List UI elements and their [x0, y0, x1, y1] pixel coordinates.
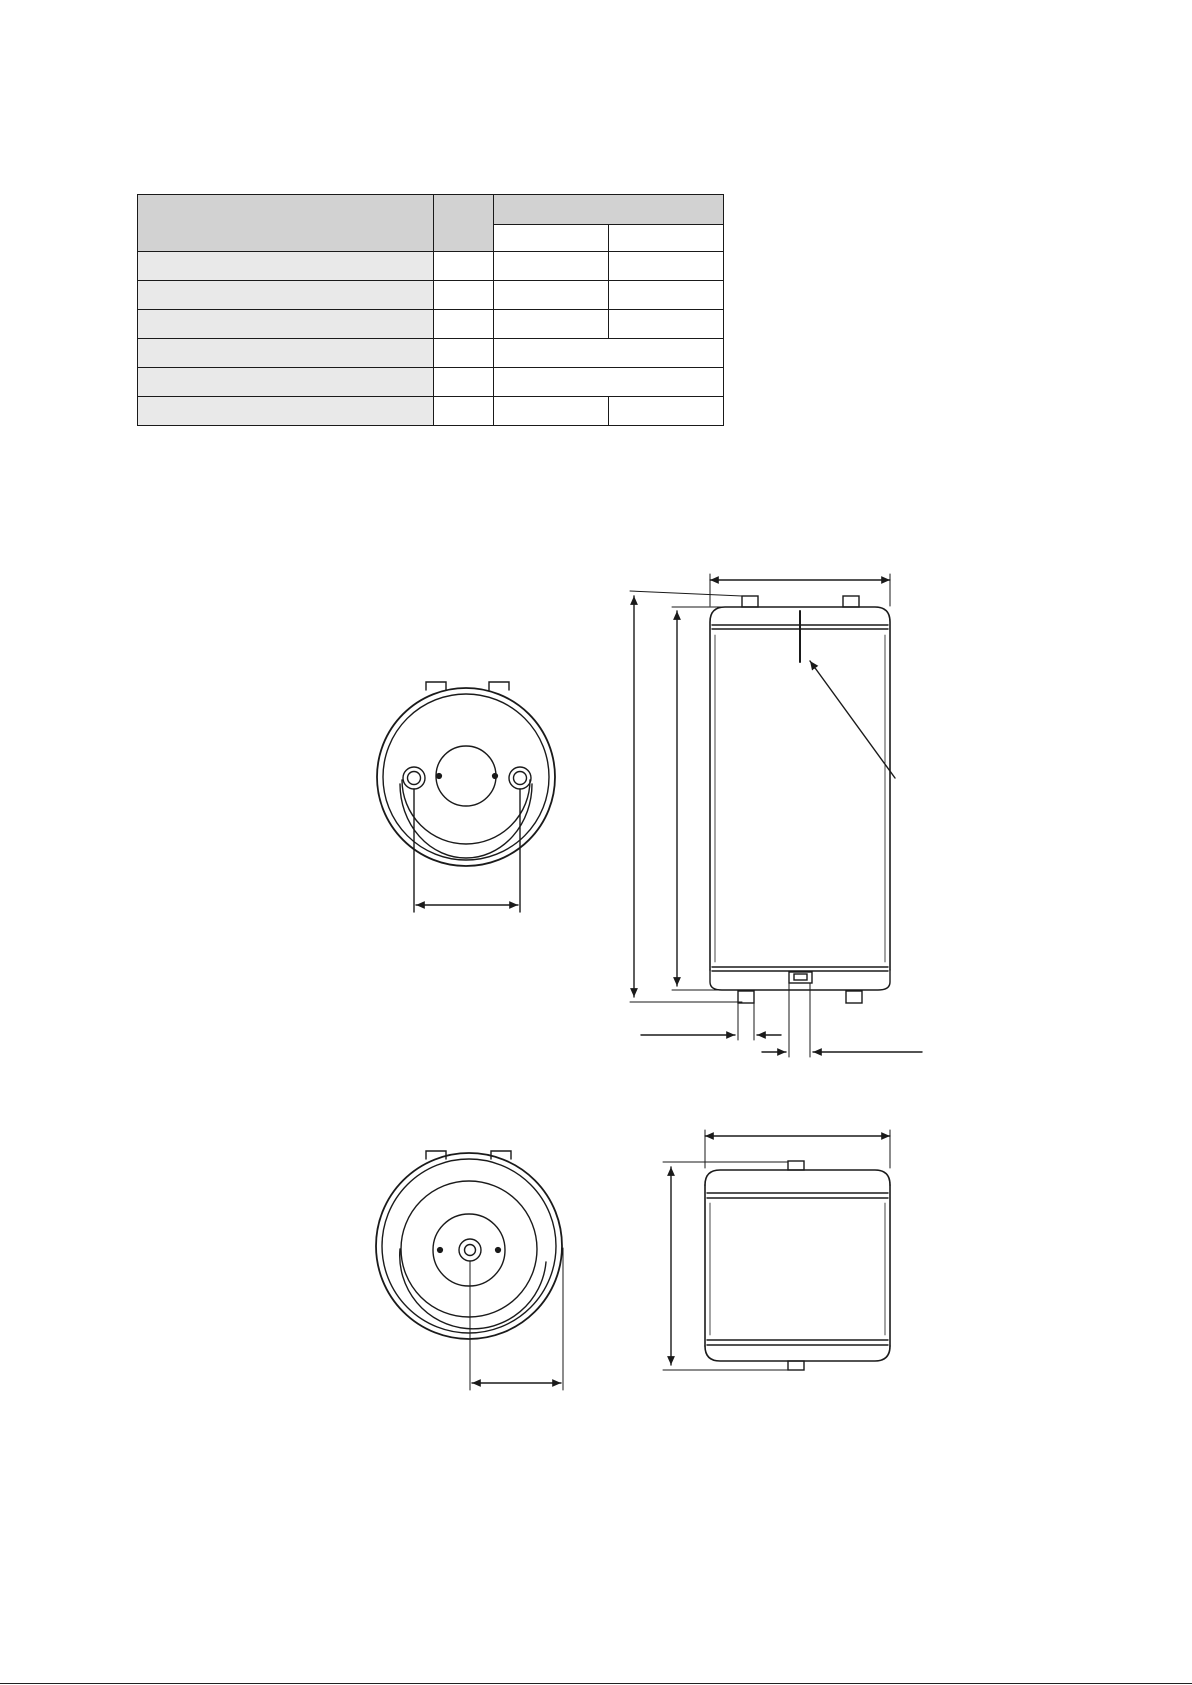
- mounting-bracket: [489, 682, 509, 690]
- pipe-connection-icon: [509, 767, 531, 789]
- screw-dot: [438, 1248, 443, 1253]
- screw-dot: [493, 774, 498, 779]
- mounting-lug: [843, 596, 859, 607]
- vertical-top-view: [377, 682, 555, 912]
- screw-dot: [496, 1248, 501, 1253]
- vertical-side-view: [630, 574, 922, 1057]
- horizontal-side-view: [663, 1130, 890, 1370]
- mounting-bracket: [426, 1151, 446, 1159]
- pipe-connection-icon: [403, 767, 425, 789]
- mounting-lug: [788, 1161, 804, 1170]
- mounting-lug: [788, 1361, 804, 1370]
- page-bottom-rule: [0, 1683, 1192, 1684]
- screw-dot: [437, 774, 442, 779]
- mounting-bracket: [426, 682, 446, 690]
- water-pipe: [738, 991, 754, 1003]
- pipe-connection-icon: [459, 1239, 481, 1261]
- horizontal-top-view: [376, 1151, 563, 1390]
- water-pipe: [846, 991, 862, 1003]
- mounting-lug: [742, 596, 758, 607]
